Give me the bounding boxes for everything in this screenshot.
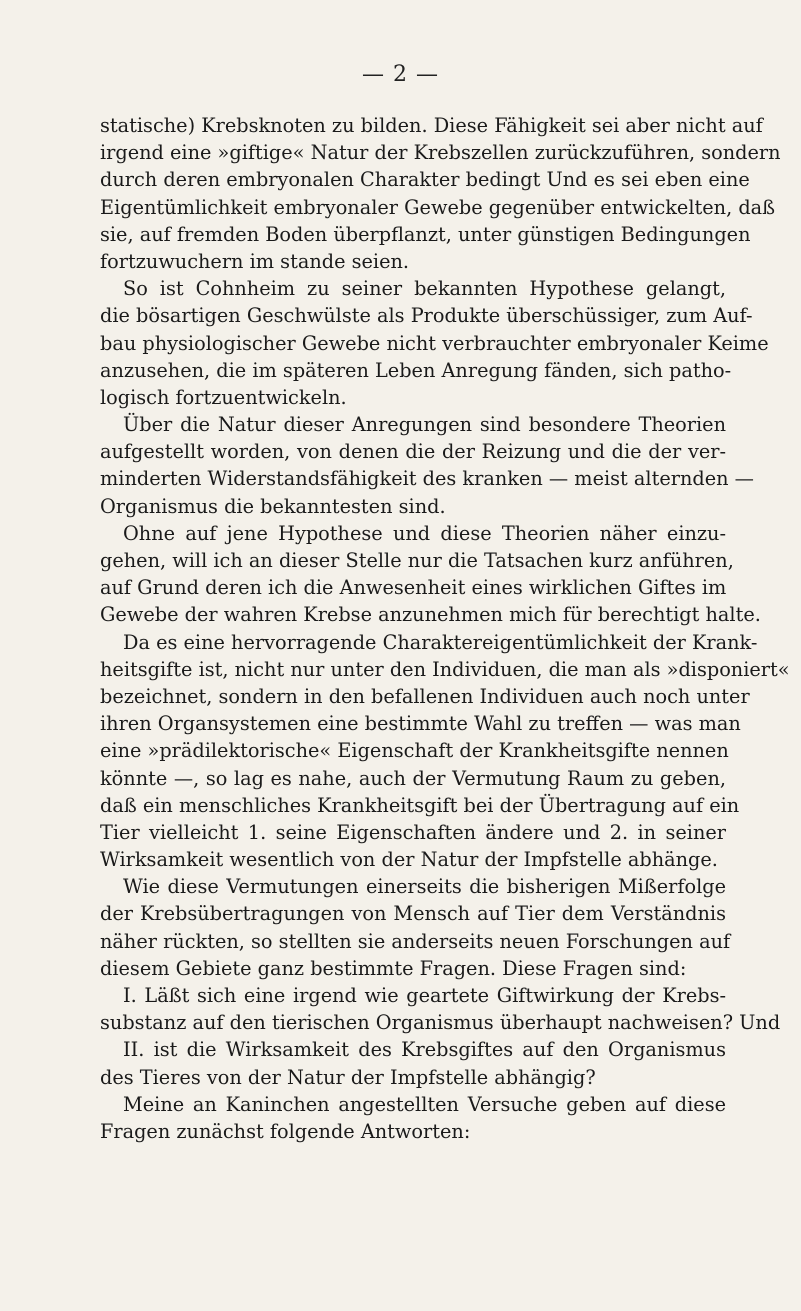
- text-line: bau physiologischer Gewebe nicht verbrauchter embryonaler Keime: [100, 331, 769, 355]
- text-line: So ist Cohnheim zu seiner bekannten Hypothese gelangt,: [123, 277, 726, 301]
- text-line: Meine an Kaninchen angestellten Versuche geben auf diese: [123, 1092, 726, 1116]
- text-line: Ohne auf jene Hypothese und diese Theorien näher einzu-: [123, 521, 726, 545]
- text-line: fortzuwuchern im stande seien.: [100, 249, 410, 273]
- text-line: die bösartigen Geschwülste als Produkte überschüssiger, zum Auf-: [100, 304, 753, 328]
- text-line: Gewebe der wahren Krebse anzunehmen mich für berechtigt halte.: [100, 603, 761, 627]
- text-line: statische) Krebsknoten zu bilden. Diese Fähigkeit sei aber nicht auf: [100, 114, 763, 137]
- text-line: Über die Natur dieser Anregungen sind besondere Theorien: [123, 413, 726, 437]
- text-line: sie, auf fremden Boden überpflanzt, unter günstigen Bedingungen: [100, 222, 751, 246]
- text-line: ihren Organsystemen eine bestimmte Wahl zu treffen — was man: [100, 712, 741, 736]
- text-line: durch deren embryonalen Charakter bedingt Und es sei eben eine: [100, 168, 750, 192]
- text-line: heitsgifte ist, nicht nur unter den Individuen, die man als »disponiert«: [100, 657, 790, 681]
- text-line: I. Läßt sich eine irgend wie geartete Giftwirkung der Krebs-: [123, 984, 726, 1007]
- text-line: Organismus die bekanntesten sind.: [100, 494, 446, 518]
- text-line: irgend eine »giftige« Natur der Krebszellen zurückzuführen, sondern: [100, 141, 781, 165]
- text-line: auf Grund deren ich die Anwesenheit eines wirklichen Giftes im: [100, 576, 727, 600]
- text-line: diesem Gebiete ganz bestimmte Fragen. Diese Fragen sind:: [100, 956, 687, 980]
- text-line: Eigentümlichkeit embryonaler Gewebe gegenüber entwickelten, daß: [100, 195, 776, 219]
- text-line: Fragen zunächst folgende Antworten:: [100, 1119, 471, 1143]
- text-line: gehen, will ich an dieser Stelle nur die Tatsachen kurz anführen,: [100, 549, 734, 572]
- text-line: anzusehen, die im späteren Leben Anregung fänden, sich patho-: [100, 358, 732, 382]
- text-line: Tier vielleicht 1. seine Eigenschaften ändere und 2. in seiner: [100, 820, 726, 844]
- text-line: aufgestellt worden, von denen die der Reizung und die der ver-: [100, 440, 726, 464]
- text-line: minderten Widerstandsfähigkeit des kranken — meist alternden —: [100, 467, 754, 491]
- text-line: der Krebsübertragungen von Mensch auf Tier dem Verständnis: [100, 902, 726, 926]
- text-line: logisch fortzuentwickeln.: [100, 385, 347, 409]
- text-line: Wie diese Vermutungen einerseits die bisherigen Mißerfolge: [123, 875, 726, 899]
- text-line: näher rückten, so stellten sie anderseits neuen Forschungen auf: [100, 929, 731, 953]
- text-line: Da es eine hervorragende Charaktereigentümlichkeit der Krank-: [123, 630, 758, 654]
- text-line: substanz auf den tierischen Organismus überhaupt nachweisen? Und: [100, 1011, 781, 1035]
- text-line: des Tieres von der Natur der Impfstelle abhängig?: [100, 1065, 596, 1089]
- text-line: daß ein menschliches Krankheitsgift bei der Übertragung auf ein: [100, 793, 740, 817]
- text-line: Wirksamkeit wesentlich von der Natur der Impfstelle abhänge.: [100, 848, 718, 872]
- body-text: [100, 112, 790, 1145]
- page-number: — 2 —: [362, 62, 439, 87]
- text-line: II. ist die Wirksamkeit des Krebsgiftes auf den Organismus: [123, 1038, 726, 1062]
- text-line: könnte —, so lag es nahe, auch der Vermutung Raum zu geben,: [100, 766, 726, 790]
- text-line: bezeichnet, sondern in den befallenen Individuen auch noch unter: [100, 684, 750, 708]
- text-line: eine »prädilektorische« Eigenschaft der Krankheitsgifte nennen: [100, 739, 729, 763]
